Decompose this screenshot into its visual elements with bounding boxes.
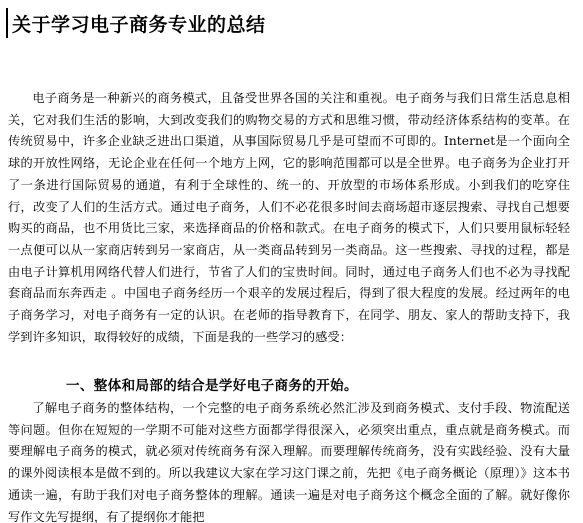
section-heading: 一、整体和局部的结合是学好电子商务的开始。 [66, 378, 358, 394]
intro-paragraph: 电子商务是一种新兴的商务模式，且备受世界各国的关注和重视。电子商务与我们日常生活息息相关，它对我们生活的影响，大到改变我们的购物交易的方式和思维习惯，带动经济体系结构的变革。在传统贸易中，许多企业缺乏进出口渠道，从事国际贸易几乎是可望而不可即的。Internet是一个面向全球的开放性网络，无论企业在任何一个地方上网，它的影响范围都可以是全世界。电子商务为企业打开了一条进行国际贸易的通道，有利于全球性的、统一的、开放型的市场体系形成。小到我们的吃穿住行，改变了人们的生活方式。通过电子商务，人们不必花很多时间去商场超市逐层搜索、寻找自己想要购买的商品，也不用货比三家，来选择商品的价格和款式。在电子商务的模式下，人们只要用鼠标轻轻一点便可以从一家商店转到另一家商店，从一类商品转到另一类商品。这一些搜索、寻找的过程，都是由电子计算机用网络代替人们进行，节省了人们的宝贵时间。同时，通过电子商务人们也不必为寻找配套商品而东奔西走 。中国电子商务经历一个艰辛的发展过程后，得到了很大程度的发展。经过两年的电子商务学习，对电子商务有一定的认识。在老师的指导教育下，在同学、朋友、家人的帮助支持下，我学到许多知识，取得较好的成绩，下面是我的一些学习的感受： [8, 91, 570, 344]
section-paragraph: 了解电子商务的整体结构，一个完整的电子商务系统必然汇涉及到商务模式、支付手段、物流配送等问题。但你在短短的一学期不可能对这些方面都学得很深入，必须突出重点，重点就是商务模式。而要理解电子商务的模式，就必须对传统商务有深入理解。而要理解传统商务，没有实践经验、没有大量的课外阅读根本是做不到的。所以我建议大家在学习这门课之前，先把《电子商务概论（原理）》这本书通读一遍，有助于我们对电子商务整体的理解。通读一遍是对电子商务这个概念全面的了解。就好像你写作文先写提纲，有了提纲你才能把 [8, 401, 570, 523]
document-title-bar [6, 8, 266, 38]
document-title: 关于学习电子商务专业的总结 [12, 13, 266, 36]
